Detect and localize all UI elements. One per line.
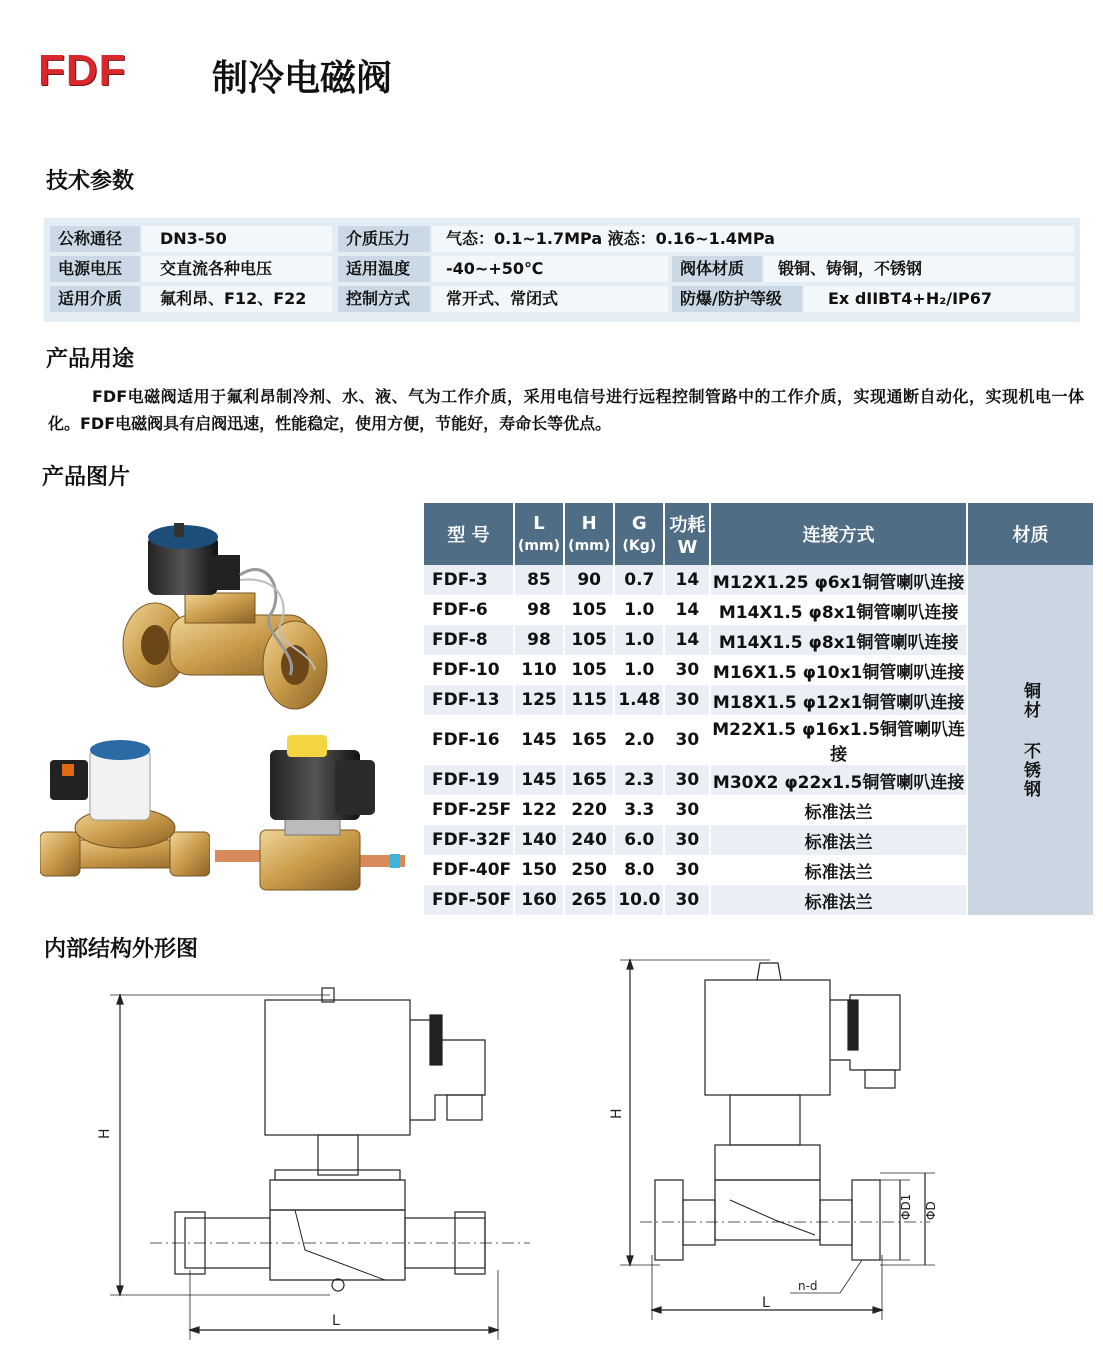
table-cell-model: FDF-19 xyxy=(424,765,514,795)
table-cell-W: 30 xyxy=(664,855,710,885)
col-header-H: H (mm) xyxy=(564,503,614,565)
table-cell-G: 8.0 xyxy=(614,855,664,885)
table-cell-model: FDF-50F xyxy=(424,885,514,915)
table-cell-L: 145 xyxy=(514,715,564,765)
table-cell-conn: M12X1.25 φ6x1铜管喇叭连接 xyxy=(710,565,967,595)
table-cell-conn: 标准法兰 xyxy=(710,885,967,915)
dim-label-h2: H xyxy=(609,1108,625,1119)
spec-label: 介质压力 xyxy=(338,226,430,252)
table-cell-model: FDF-3 xyxy=(424,565,514,595)
table-cell-H: 220 xyxy=(564,795,614,825)
table-cell-H: 165 xyxy=(564,765,614,795)
page-title: 制冷电磁阀 xyxy=(212,57,393,99)
spec-label: 防爆/防护等级 xyxy=(672,286,802,312)
table-cell-L: 98 xyxy=(514,625,564,655)
table-cell-W: 30 xyxy=(664,885,710,915)
table-cell-conn: M16X1.5 φ10x1铜管喇叭连接 xyxy=(710,655,967,685)
structure-drawing-flare xyxy=(90,980,540,1345)
table-cell-L: 150 xyxy=(514,855,564,885)
table-cell-W: 30 xyxy=(664,795,710,825)
table-cell-G: 1.48 xyxy=(614,685,664,715)
spec-label: 控制方式 xyxy=(338,286,430,312)
col-header-G: G (Kg) xyxy=(614,503,664,565)
table-cell-G: 1.0 xyxy=(614,655,664,685)
table-cell-G: 0.7 xyxy=(614,565,664,595)
dim-label-d1: ΦD1 xyxy=(899,1193,913,1220)
table-cell-H: 105 xyxy=(564,625,614,655)
product-table xyxy=(424,503,1093,915)
table-cell-L: 122 xyxy=(514,795,564,825)
table-cell-G: 2.0 xyxy=(614,715,664,765)
col-header-L: L (mm) xyxy=(514,503,564,565)
product-photo-solder-valve xyxy=(215,730,405,905)
spec-value: Ex dIIBT4+H₂/IP67 xyxy=(804,286,1074,312)
dim-label-h: H xyxy=(97,1128,113,1139)
table-cell-model: FDF-16 xyxy=(424,715,514,765)
table-cell-model: FDF-10 xyxy=(424,655,514,685)
table-cell-H: 265 xyxy=(564,885,614,915)
spec-label: 适用温度 xyxy=(338,256,430,282)
table-cell-W: 30 xyxy=(664,655,710,685)
table-row xyxy=(424,565,1093,595)
table-cell-conn: 标准法兰 xyxy=(710,855,967,885)
spec-value: 锻铜、铸铜，不锈钢 xyxy=(764,256,1074,282)
dim-label-l2: L xyxy=(762,1295,770,1311)
spec-value: DN3-50 xyxy=(142,226,332,252)
table-cell-conn: 标准法兰 xyxy=(710,795,967,825)
table-cell-L: 125 xyxy=(514,685,564,715)
table-cell-model: FDF-6 xyxy=(424,595,514,625)
table-cell-material: 铜材 不锈钢 xyxy=(967,565,1093,915)
table-cell-H: 105 xyxy=(564,595,614,625)
spec-value: 常开式、常闭式 xyxy=(432,286,668,312)
table-cell-conn: M14X1.5 φ8x1铜管喇叭连接 xyxy=(710,625,967,655)
table-cell-G: 2.3 xyxy=(614,765,664,795)
table-cell-W: 14 xyxy=(664,625,710,655)
table-cell-L: 145 xyxy=(514,765,564,795)
table-cell-conn: M30X2 φ22x1.5铜管喇叭连接 xyxy=(710,765,967,795)
col-header-material: 材质 xyxy=(967,503,1093,565)
spec-label: 阀体材质 xyxy=(672,256,762,282)
table-cell-model: FDF-40F xyxy=(424,855,514,885)
table-cell-G: 3.3 xyxy=(614,795,664,825)
table-cell-W: 30 xyxy=(664,825,710,855)
col-header-connection: 连接方式 xyxy=(710,503,967,565)
spec-label: 电源电压 xyxy=(50,256,140,282)
section-title-structure: 内部结构外形图 xyxy=(44,937,199,962)
table-cell-H: 90 xyxy=(564,565,614,595)
table-cell-model: FDF-13 xyxy=(424,685,514,715)
table-cell-L: 160 xyxy=(514,885,564,915)
spec-label: 适用介质 xyxy=(50,286,140,312)
usage-paragraph: FDF电磁阀适用于氟利昂制冷剂、水、液、气为工作介质，采用电信号进行远程控制管路中的工作介质，实现通断自动化，实现机电一体化。FDF电磁阀具有启阀迅速，性能稳定，使用方便，节能好，寿命长等优点。 xyxy=(48,387,1084,433)
structure-drawing-flange xyxy=(600,935,960,1345)
table-cell-conn: 标准法兰 xyxy=(710,825,967,855)
table-cell-L: 98 xyxy=(514,595,564,625)
spec-table xyxy=(44,218,1080,322)
table-cell-conn: M22X1.5 φ16x1.5铜管喇叭连接 xyxy=(710,715,967,765)
spec-value: 氟利昂、F12、F22 xyxy=(142,286,332,312)
spec-value: 气态：0.1~1.7MPa 液态：0.16~1.4MPa xyxy=(432,226,1074,252)
table-cell-H: 165 xyxy=(564,715,614,765)
table-cell-G: 1.0 xyxy=(614,625,664,655)
section-title-usage: 产品用途 xyxy=(46,347,135,372)
dim-label-nd: n-d xyxy=(798,1279,818,1293)
table-cell-W: 14 xyxy=(664,595,710,625)
table-cell-model: FDF-8 xyxy=(424,625,514,655)
table-cell-L: 85 xyxy=(514,565,564,595)
table-cell-W: 30 xyxy=(664,685,710,715)
dim-label-l: L xyxy=(332,1313,340,1329)
dim-label-d: ΦD xyxy=(924,1201,938,1220)
section-title-tech: 技术参数 xyxy=(46,169,135,194)
table-cell-G: 1.0 xyxy=(614,595,664,625)
col-header-W: 功耗 W xyxy=(664,503,710,565)
table-cell-H: 240 xyxy=(564,825,614,855)
product-photo-flare-valve xyxy=(40,730,210,895)
table-cell-model: FDF-25F xyxy=(424,795,514,825)
table-cell-H: 250 xyxy=(564,855,614,885)
col-header-model: 型 号 xyxy=(424,503,514,565)
product-photo-flanged-valve xyxy=(110,515,360,730)
table-cell-model: FDF-32F xyxy=(424,825,514,855)
section-title-photos: 产品图片 xyxy=(42,465,131,490)
table-cell-G: 6.0 xyxy=(614,825,664,855)
table-cell-G: 10.0 xyxy=(614,885,664,915)
table-body xyxy=(424,565,1093,915)
table-cell-W: 14 xyxy=(664,565,710,595)
table-cell-H: 105 xyxy=(564,655,614,685)
spec-value: 交直流各种电压 xyxy=(142,256,332,282)
table-cell-conn: M18X1.5 φ12x1铜管喇叭连接 xyxy=(710,685,967,715)
table-cell-L: 110 xyxy=(514,655,564,685)
table-cell-H: 115 xyxy=(564,685,614,715)
spec-value: -40~+50℃ xyxy=(432,256,668,282)
table-cell-L: 140 xyxy=(514,825,564,855)
table-cell-W: 30 xyxy=(664,715,710,765)
brand-logo: FDF xyxy=(38,46,127,95)
table-cell-conn: M14X1.5 φ8x1铜管喇叭连接 xyxy=(710,595,967,625)
table-cell-W: 30 xyxy=(664,765,710,795)
spec-label: 公称通径 xyxy=(50,226,140,252)
